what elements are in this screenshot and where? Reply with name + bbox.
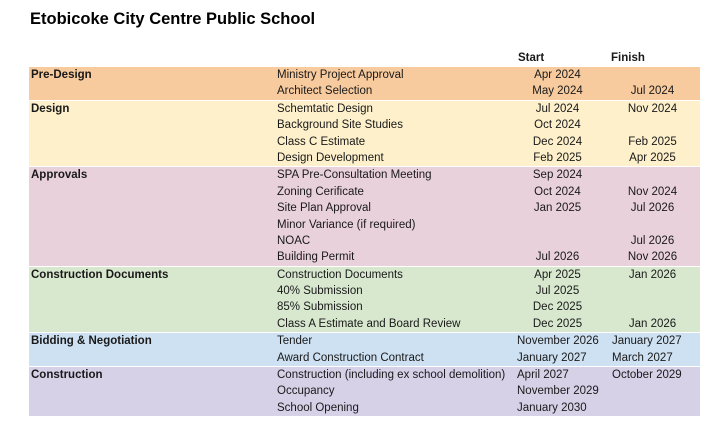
start-date: Sep 2024 xyxy=(532,169,583,182)
start-date: Dec 2025 xyxy=(532,317,583,330)
start-date: Jul 2025 xyxy=(535,285,580,298)
phase-label xyxy=(29,299,272,315)
start-date: January 2027 xyxy=(517,351,587,364)
section-pre-design xyxy=(29,67,700,101)
phase-label xyxy=(29,150,272,166)
schedule-table xyxy=(29,50,700,417)
finish-date: Jul 2026 xyxy=(630,234,675,247)
phase-label xyxy=(29,350,272,366)
phase-label xyxy=(29,117,272,133)
task-label: Ministry Project Approval xyxy=(277,69,404,81)
phase-label: Construction xyxy=(31,369,103,382)
phase-label: Construction Documents xyxy=(31,268,169,281)
finish-date: March 2027 xyxy=(612,351,673,364)
phase-label xyxy=(29,217,272,233)
header-spacer-phase xyxy=(29,50,272,67)
phase-label: Bidding & Negotiation xyxy=(31,335,152,348)
start-date: Jan 2025 xyxy=(533,202,582,215)
finish-date: January 2027 xyxy=(612,335,682,348)
start-date: Jul 2026 xyxy=(535,251,580,264)
phase-label xyxy=(29,283,272,299)
task-label: 85% Submission xyxy=(277,301,363,314)
schedule-row xyxy=(29,350,700,366)
start-date xyxy=(510,233,605,249)
schedule-row xyxy=(29,283,700,299)
header-spacer-task xyxy=(272,50,510,67)
section-bidding-negotiation xyxy=(29,333,700,367)
schedule-row xyxy=(29,267,700,283)
schedule-row xyxy=(29,217,700,233)
task-label: Architect Selection xyxy=(277,85,373,98)
schedule-row xyxy=(29,67,700,83)
schedule-row xyxy=(29,299,700,315)
phase-label xyxy=(29,316,272,332)
schedule-row xyxy=(29,101,700,117)
finish-date: Feb 2025 xyxy=(628,135,677,148)
task-label: Schemtatic Design xyxy=(277,102,373,115)
schedule-row xyxy=(29,383,700,399)
finish-date: Apr 2025 xyxy=(629,151,676,164)
schedule-row xyxy=(29,333,700,349)
finish-date xyxy=(605,167,700,183)
start-date: May 2024 xyxy=(532,85,583,98)
finish-date xyxy=(605,117,700,133)
schedule-row xyxy=(29,134,700,150)
finish-date: Nov 2024 xyxy=(627,102,678,115)
finish-date xyxy=(605,283,700,299)
section-approvals xyxy=(29,167,700,266)
task-label: Occupancy xyxy=(277,385,335,398)
schedule-row xyxy=(29,184,700,200)
start-date: Dec 2024 xyxy=(532,135,583,148)
start-date: November 2029 xyxy=(517,385,599,398)
column-header-start: Start xyxy=(518,52,545,64)
finish-date: Jul 2024 xyxy=(630,85,675,98)
phase-label: Pre-Design xyxy=(31,69,92,81)
section-construction xyxy=(29,367,700,417)
phase-label: Approvals xyxy=(31,169,88,182)
schedule-row xyxy=(29,400,700,416)
task-label: SPA Pre-Consultation Meeting xyxy=(277,169,432,182)
sections-container xyxy=(29,67,700,417)
table-header-row xyxy=(29,50,700,67)
task-label: Site Plan Approval xyxy=(277,202,371,215)
task-label: Background Site Studies xyxy=(277,119,403,132)
phase-label xyxy=(29,83,272,99)
task-label: Tender xyxy=(277,335,313,348)
schedule-row xyxy=(29,167,700,183)
task-label: Class C Estimate xyxy=(277,135,366,148)
finish-date xyxy=(605,383,700,399)
schedule-row xyxy=(29,249,700,265)
start-date: Apr 2025 xyxy=(534,268,581,281)
finish-date xyxy=(605,299,700,315)
start-date: Feb 2025 xyxy=(533,151,582,164)
start-date: April 2027 xyxy=(517,369,569,382)
column-header-finish: Finish xyxy=(611,52,645,64)
phase-label xyxy=(29,383,272,399)
start-date: January 2030 xyxy=(517,401,587,414)
schedule-row xyxy=(29,316,700,332)
task-label: Class A Estimate and Board Review xyxy=(277,317,461,330)
task-label: Zoning Cerificate xyxy=(277,185,364,198)
start-date: Oct 2024 xyxy=(534,185,581,198)
start-date: Dec 2025 xyxy=(532,301,583,314)
finish-date xyxy=(605,217,700,233)
start-date: Oct 2024 xyxy=(534,119,581,132)
start-date: November 2026 xyxy=(517,335,599,348)
task-label: Minor Variance (if required) xyxy=(277,218,416,231)
phase-label xyxy=(29,134,272,150)
page-title: Etobicoke City Centre Public School xyxy=(30,10,316,28)
phase-label xyxy=(29,400,272,416)
task-label: Design Development xyxy=(277,151,384,164)
finish-date xyxy=(605,400,700,416)
finish-date xyxy=(605,67,700,83)
task-label: Building Permit xyxy=(277,251,355,264)
task-label: NOAC xyxy=(277,234,311,247)
finish-date: October 2029 xyxy=(612,369,682,382)
phase-label xyxy=(29,233,272,249)
schedule-row xyxy=(29,83,700,99)
task-label: Construction Documents xyxy=(277,268,403,281)
start-date xyxy=(510,217,605,233)
finish-date: Jan 2026 xyxy=(628,317,677,330)
phase-label: Design xyxy=(31,102,70,115)
section-construction-documents xyxy=(29,267,700,334)
finish-date: Nov 2024 xyxy=(627,185,678,198)
schedule-row xyxy=(29,117,700,133)
phase-label xyxy=(29,200,272,216)
task-label: 40% Submission xyxy=(277,285,363,298)
start-date: Jul 2024 xyxy=(535,102,580,115)
section-design xyxy=(29,101,700,168)
phase-label xyxy=(29,249,272,265)
finish-date: Nov 2026 xyxy=(627,251,678,264)
schedule-row xyxy=(29,367,700,383)
schedule-row xyxy=(29,150,700,166)
task-label: School Opening xyxy=(277,401,359,414)
schedule-row xyxy=(29,233,700,249)
finish-date: Jul 2026 xyxy=(630,202,675,215)
finish-date: Jan 2026 xyxy=(628,268,677,281)
task-label: Construction (including ex school demolition) xyxy=(277,369,506,382)
phase-label xyxy=(29,184,272,200)
start-date: Apr 2024 xyxy=(534,69,581,81)
schedule-row xyxy=(29,200,700,216)
task-label: Award Construction Contract xyxy=(277,351,424,364)
